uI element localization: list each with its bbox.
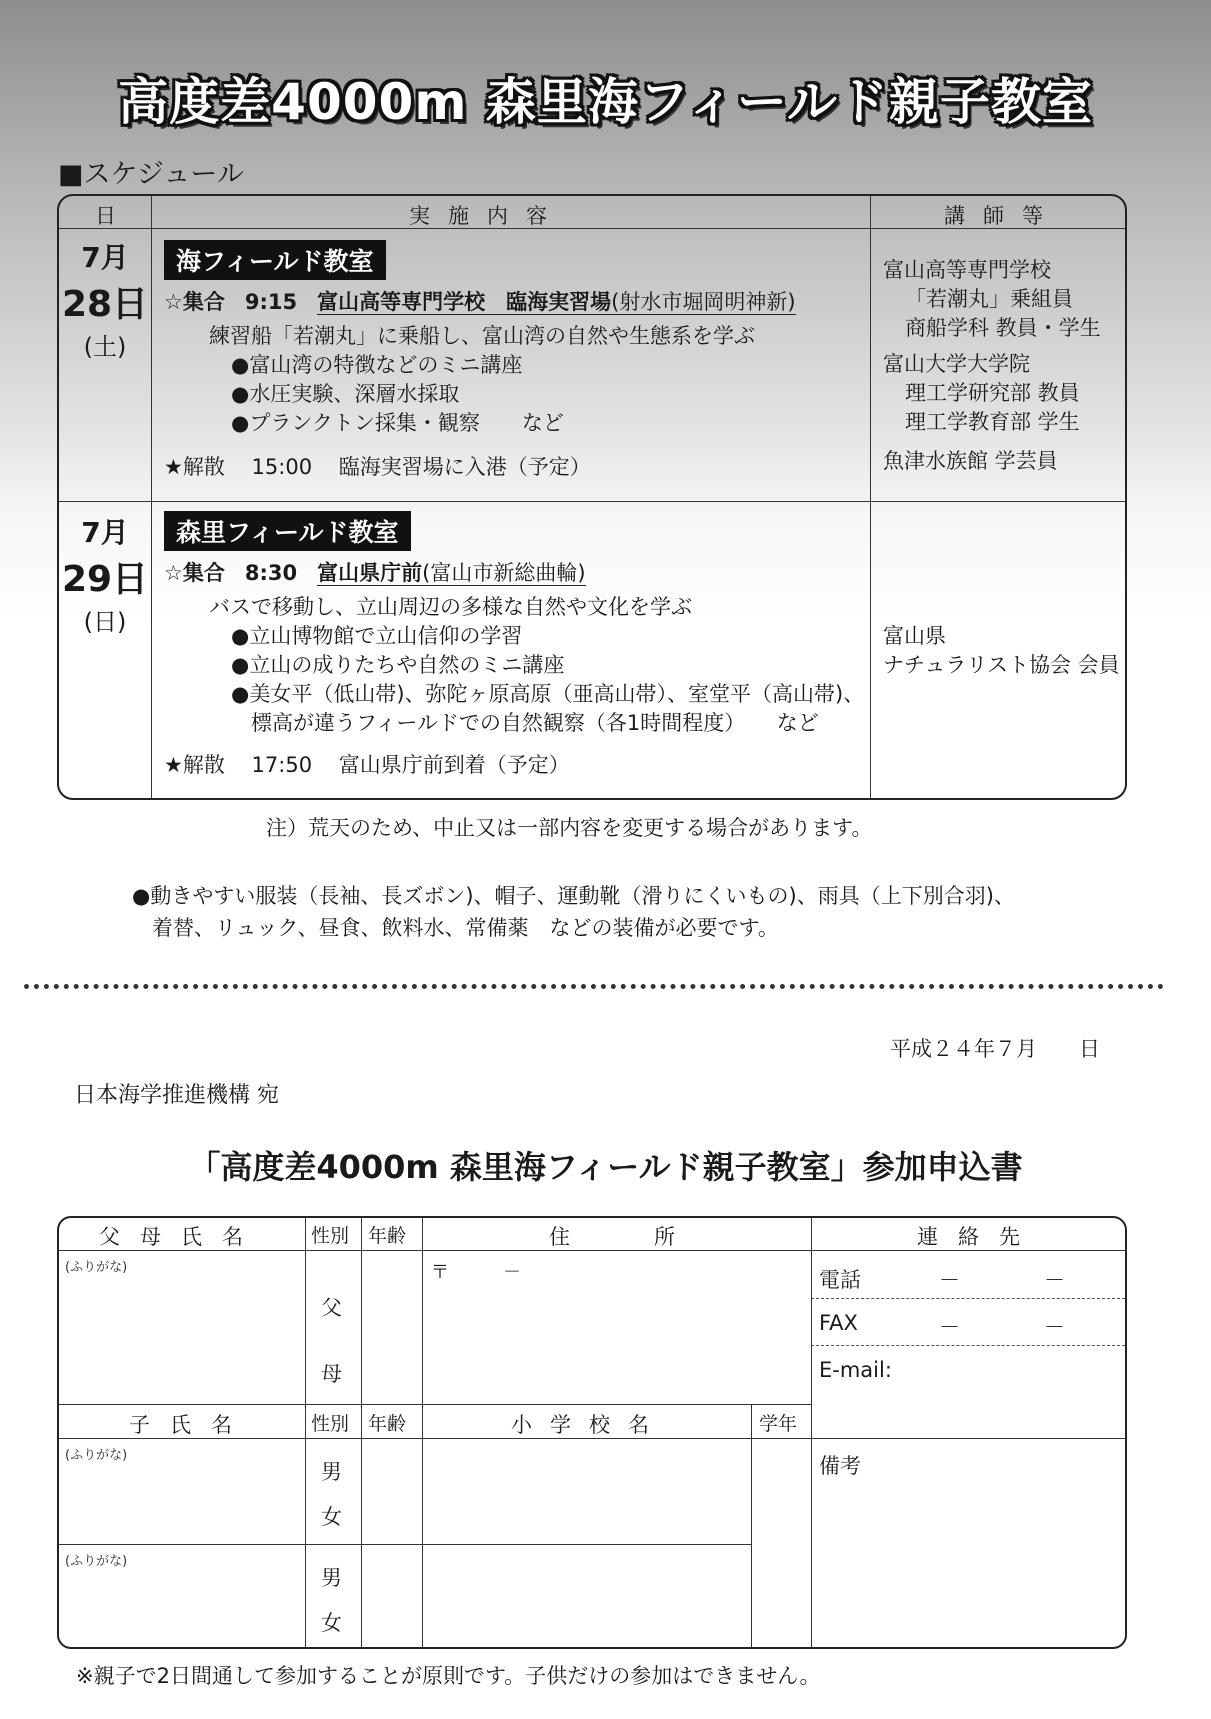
header-school: 小学校名 [511, 1413, 667, 1437]
divider [811, 1218, 812, 1647]
day1-weekday: (土) [83, 333, 127, 361]
instructor: 「若潮丸」乗組員 [905, 287, 1073, 311]
meet-place: 富山高等専門学校 臨海実習場 [317, 290, 612, 314]
day2-badge: 森里フィールド教室 [164, 511, 411, 551]
equipment-line-1: ●動きやすい服装（長袖、長ズボン)、帽子、運動靴（滑りにくいもの)、雨具（上下別合羽)、 [132, 884, 1015, 908]
furigana-label: (ふりがな) [65, 1448, 128, 1463]
divider [811, 1438, 1125, 1439]
instructor: 富山高等専門学校 [883, 258, 1051, 282]
end-text: 臨海実習場に入港（予定） [338, 455, 591, 479]
furigana-label: (ふりがな) [65, 1260, 128, 1275]
divider [151, 196, 152, 798]
male-label: 男 [321, 1566, 342, 1590]
header-age: 年齢 [368, 1225, 407, 1247]
remarks-label: 備考 [819, 1454, 861, 1478]
header-age-2: 年齢 [368, 1413, 407, 1435]
header-gender: 性別 [311, 1225, 350, 1247]
header-date: 日 [95, 204, 116, 228]
day1-desc: 練習船「若潮丸」に乗船し、富山湾の自然や生態系を学ぶ [209, 324, 755, 348]
day2-bullet: ●立山の成りたちや自然のミニ講座 [231, 653, 565, 677]
day1-bullet: ●プランクトン採集・観察 など [231, 411, 564, 435]
day2-dismiss [164, 749, 570, 779]
divider [59, 1544, 751, 1545]
header-content: 実施内容 [409, 204, 565, 228]
instructor: 富山県 [883, 624, 946, 648]
day1-month: 7月 [81, 241, 129, 274]
meet-time: 8:30 [244, 561, 298, 585]
instructor: 理工学研究部 教員 [905, 381, 1080, 405]
header-parent-name: 父母氏名 [99, 1225, 263, 1249]
day2-day: 29日 [61, 559, 149, 600]
divider [811, 1298, 1125, 1299]
header-instructors: 講師等 [944, 204, 1061, 228]
day1-bullet: ●水圧実験、深層水採取 [231, 382, 460, 406]
day1-dismiss [164, 451, 591, 481]
form-date: 平成２４年７月 日 [890, 1037, 1100, 1061]
divider [59, 501, 1125, 502]
day2-date [59, 511, 151, 637]
email-label: E-mail: [819, 1358, 892, 1382]
end-time: 17:50 [251, 753, 313, 777]
schedule-heading: ■スケジュール [58, 159, 244, 190]
male-label: 男 [321, 1460, 342, 1484]
page-title: 高度差4000m 森里海フィールド親子教室 [118, 73, 1093, 131]
meet-label: ☆集合 [164, 561, 225, 585]
weather-note: 注）荒天のため、中止又は一部内容を変更する場合があります。 [266, 816, 873, 840]
end-time: 15:00 [251, 455, 313, 479]
cut-line [24, 984, 1164, 989]
instructor: 魚津水族館 学芸員 [883, 449, 1058, 473]
equipment-line-2: 着替、リュック、昼食、飲料水、常備薬 などの装備が必要です。 [152, 916, 779, 940]
meet-note: (富山市新総曲輪) [422, 561, 586, 585]
header-child-name: 子氏名 [129, 1413, 252, 1437]
day2-weekday: (日) [83, 608, 127, 636]
tel-label: 電話 [819, 1268, 861, 1292]
instructor: ナチュラリスト協会 会員 [883, 653, 1120, 677]
form-title: 「高度差4000m 森里海フィールド親子教室」参加申込書 [188, 1148, 1023, 1186]
day1-badge: 海フィールド教室 [164, 240, 386, 280]
divider [870, 196, 871, 798]
application-form [57, 1216, 1127, 1649]
end-label: ★解散 [164, 753, 225, 777]
day2-month: 7月 [81, 516, 129, 549]
footer-note: ※親子で2日間通して参加することが原則です。子供だけの参加はできません。 [76, 1664, 821, 1688]
divider [361, 1218, 362, 1647]
divider [811, 1345, 1125, 1346]
form-addressee: 日本海学推進機構 宛 [74, 1083, 279, 1108]
postal-mark: 〒 － [431, 1262, 521, 1283]
day2-bullet: 標高が違うフィールドでの自然観察（各1時間程度） など [251, 711, 819, 735]
divider [422, 1218, 423, 1647]
mother-label: 母 [321, 1362, 342, 1386]
instructor: 商船学科 教員・学生 [905, 316, 1101, 340]
instructor: 理工学教育部 学生 [905, 410, 1080, 434]
meet-note: (射水市堀岡明神新) [611, 290, 796, 314]
day1-date [59, 236, 151, 362]
divider [59, 1404, 811, 1405]
meet-place: 富山県庁前 [317, 561, 423, 585]
schedule-table [57, 194, 1127, 800]
female-label: 女 [321, 1505, 342, 1529]
day2-desc: バスで移動し、立山周辺の多様な自然や文化を学ぶ [209, 595, 692, 619]
meet-label: ☆集合 [164, 290, 225, 314]
end-label: ★解散 [164, 455, 225, 479]
meet-time: 9:15 [244, 290, 298, 314]
header-grade: 学年 [759, 1413, 798, 1435]
divider [305, 1218, 306, 1647]
furigana-label: (ふりがな) [65, 1554, 128, 1569]
day2-meeting [164, 557, 586, 587]
day2-bullet: ●美女平（低山帯)、弥陀ヶ原高原（亜高山帯）、室堂平（高山帯)、 [231, 682, 865, 706]
header-contact: 連絡先 [917, 1225, 1040, 1249]
fax-label: FAX [819, 1311, 858, 1335]
father-label: 父 [321, 1296, 342, 1320]
instructor: 富山大学大学院 [883, 352, 1030, 376]
day1-bullet: ●富山湾の特徴などのミニ講座 [231, 353, 523, 377]
day1-meeting [164, 286, 796, 316]
day2-bullet: ●立山博物館で立山信仰の学習 [231, 624, 523, 648]
header-address: 住 所 [549, 1225, 689, 1249]
end-text: 富山県庁前到着（予定） [338, 753, 570, 777]
day1-day: 28日 [61, 284, 149, 325]
tel-dashes: － － [939, 1268, 1065, 1292]
header-gender-2: 性別 [311, 1413, 350, 1435]
fax-dashes: － － [939, 1315, 1065, 1339]
female-label: 女 [321, 1611, 342, 1635]
divider [751, 1404, 752, 1647]
